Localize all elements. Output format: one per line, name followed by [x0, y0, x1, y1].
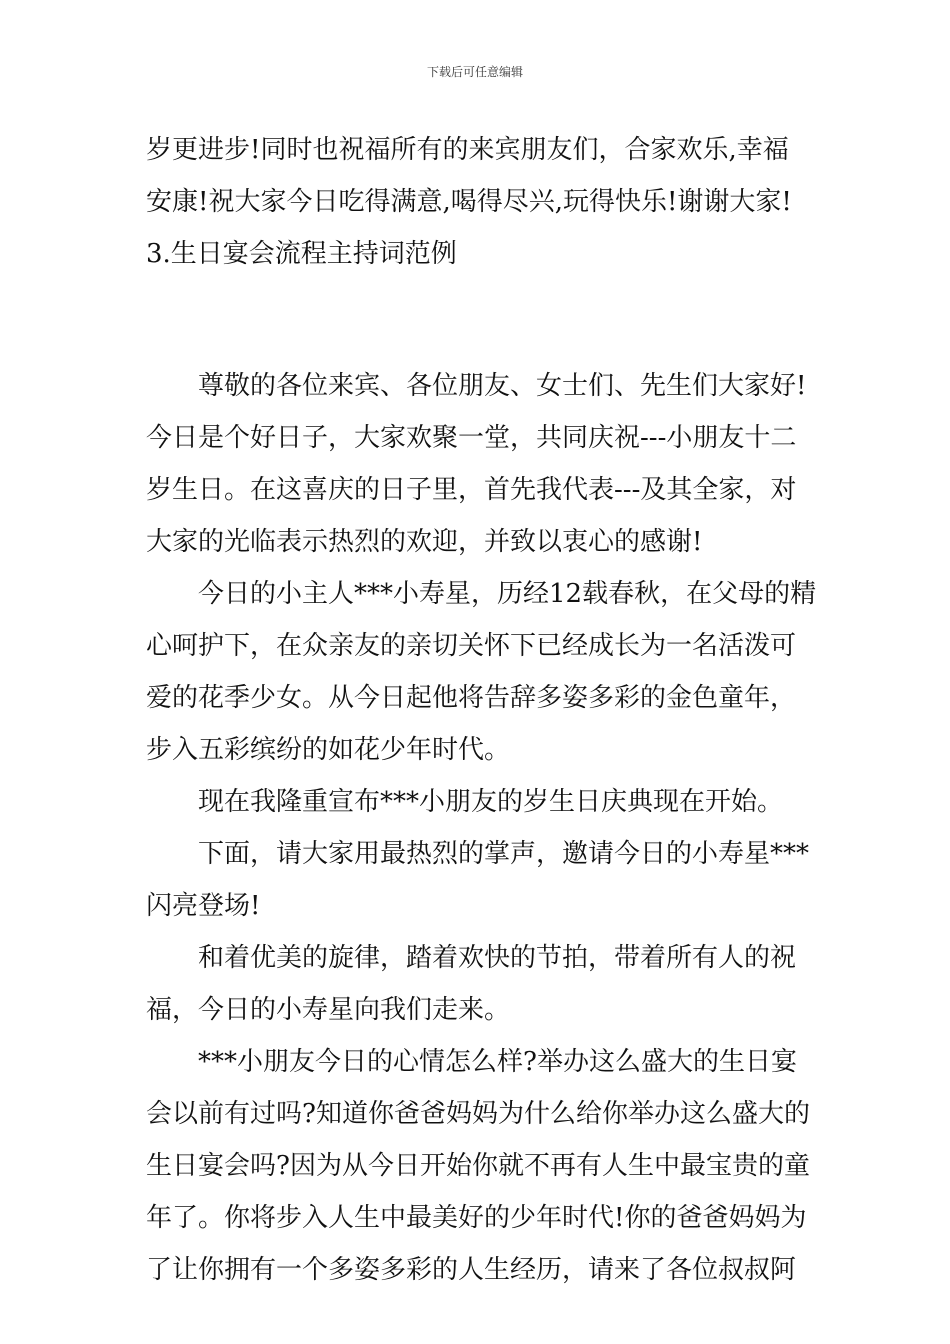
text-line: 了让你拥有一个多姿多彩的人生经历，请来了各位叔叔阿: [146, 1255, 797, 1285]
paragraph-questions: [146, 1036, 816, 1296]
text-line: 步入五彩缤纷的如花少年时代。: [146, 735, 511, 765]
text-line: 岁生日。在这喜庆的日子里，首先我代表---及其全家，对: [146, 475, 797, 505]
text-line: 生日宴会吗?因为从今日开始你就不再有人生中最宝贵的童: [146, 1151, 810, 1181]
paragraph-invitation: [146, 828, 816, 932]
paragraph-greeting: [146, 360, 816, 568]
text-line: 爱的花季少女。从今日起他将告辞多姿多彩的金色童年，: [146, 683, 797, 713]
text-line: 闪亮登场!: [146, 891, 261, 921]
text-line: 现在我隆重宣布***小朋友的岁生日庆典现在开始。: [198, 787, 784, 817]
text-line: 今日是个好日子，大家欢聚一堂，共同庆祝---小朋友十二: [146, 423, 797, 453]
text-line: 会以前有过吗?知道你爸爸妈妈为什么给你举办这么盛大的: [146, 1099, 810, 1129]
intro-block: [146, 124, 816, 280]
text-line: 年了。你将步入人生中最美好的少年时代!你的爸爸妈妈为: [146, 1203, 807, 1233]
text-line: 心呵护下，在众亲友的亲切关怀下已经成长为一名活泼可: [146, 631, 797, 661]
text-line: 尊敬的各位来宾、各位朋友、女士们、先生们大家好!: [198, 371, 807, 401]
paragraph-entrance: [146, 932, 816, 1036]
paragraph-introduction: [146, 568, 816, 776]
text-line: 下面，请大家用最热烈的掌声，邀请今日的小寿星***: [198, 839, 810, 869]
document-body: [146, 124, 816, 1296]
text-line: 大家的光临表示热烈的欢迎，并致以衷心的感谢!: [146, 527, 703, 557]
page-header: 下载后可任意编辑: [426, 65, 523, 79]
text-line: 安康!祝大家今日吃得满意,喝得尽兴,玩得快乐!谢谢大家!: [146, 187, 792, 217]
text-line: 和着优美的旋律，踏着欢快的节拍，带着所有人的祝: [198, 943, 797, 973]
text-line: ***小朋友今日的心情怎么样?举办这么盛大的生日宴: [198, 1047, 797, 1077]
section-gap: [146, 280, 816, 360]
section-heading: 3.生日宴会流程主持词范例: [146, 239, 457, 269]
paragraph-announcement: [146, 776, 816, 828]
text-line: 今日的小主人***小寿星，历经12载春秋，在父母的精: [198, 579, 816, 609]
text-line: 福，今日的小寿星向我们走来。: [146, 995, 511, 1025]
text-line: 岁更进步!同时也祝福所有的来宾朋友们，合家欢乐,幸福: [146, 135, 789, 165]
